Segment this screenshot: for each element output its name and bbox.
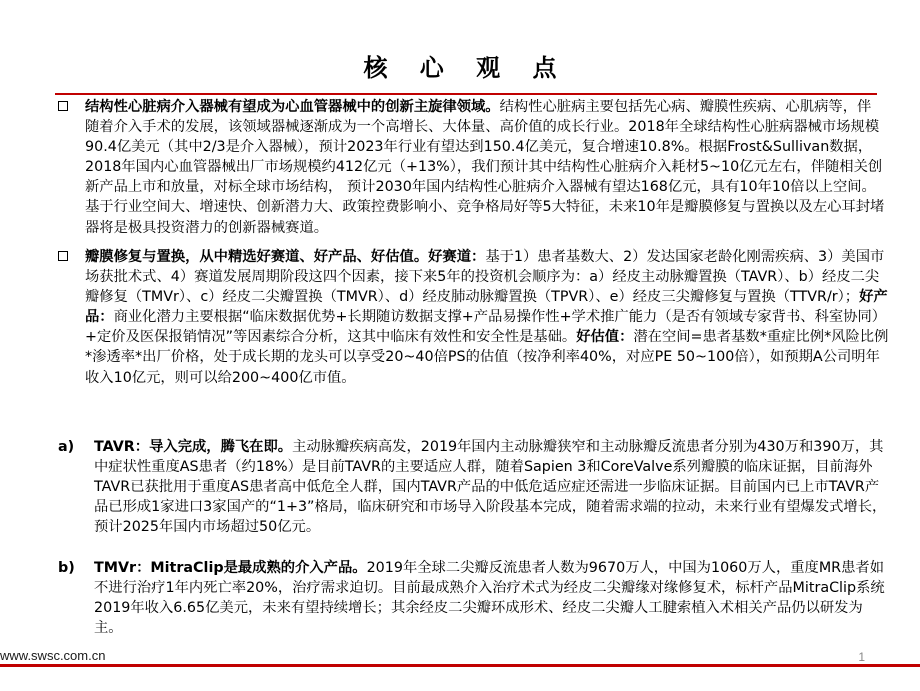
square-bullet-icon — [58, 101, 68, 111]
footer-divider — [0, 664, 920, 667]
paragraph-tavr — [94, 437, 891, 537]
paragraph-body: 商业化潜力主要根据“临床数据优势+长期随访数据支撑+产品易操作性+学术推广能力（是否有领域专家背书、科室协同）+定价及医保报销情况”等因素综合分析，这其中临床有效性和安全性是基础。 — [85, 309, 887, 346]
paragraph-body: 基于1）患者基数大、2）发达国家老龄化刚需疾病、3）美国市场获批术式、4）赛道发展周期阶段这四个因素，接下来5年的投资机会顺序为：a）经皮主动脉瓣置换（TAVR）、b）经皮二尖瓣修复（TMVr）、c）经皮二尖瓣置换（TMVR）、d）经皮肺动脉瓣置换（TPVR）、e）经皮三尖瓣修复与置换（TTVR/r）； — [85, 249, 885, 306]
good-valuation-label: 好估值： — [576, 329, 634, 346]
footer-url[interactable]: www.swsc.com.cn — [0, 648, 106, 663]
paragraph-structural-heart — [85, 97, 885, 238]
paragraph-lead: TMVr：MitraClip是最成熟的介入产品。 — [94, 560, 367, 576]
paragraph-tmvr — [94, 558, 891, 638]
paragraph-lead: 瓣膜修复与置换，从中精选好赛道、好产品、好估值。好赛道： — [85, 249, 486, 265]
paragraph-lead: 结构性心脏病介入器械有望成为心血管器械中的创新主旋律领域。 — [85, 99, 500, 115]
page-title: 核 心 观 点 — [363, 54, 569, 82]
paragraph-valve-repair — [85, 247, 890, 388]
page-number: 1 — [858, 650, 865, 664]
paragraph-body: 主动脉瓣疾病高发，2019年国内主动脉瓣狭窄和主动脉瓣反流患者分别为430万和390万，其中症状性重度AS患者（约18%）是目前TAVR的主要适应人群，随着Sapien 3和CoreValve系列瓣膜的临床证据，目前海外TAVR已获批用于重度AS患者高中低危全人群，国内TAVR产品的中低危适应症还需进一步临床证据。目前国内已上市TAVR产品已形成1家进口3家国产的“1+3”格局，临床研究和市场导入阶段基本完成，随着需求端的拉动，未来行业有望爆发式增长，预计2025年国内市场超过50亿元。 — [94, 439, 887, 536]
paragraph-body: 潜在空间=患者基数*重症比例*风险比例*渗透率*出厂价格，处于成长期的龙头可以享受20~40倍PS的估值（按净利率40%，对应PE 50~100倍），如预期A公司明年收入10亿元，则可以给200~400亿市值。 — [85, 329, 889, 386]
list-marker-b: b) — [58, 560, 75, 576]
square-bullet-icon — [58, 251, 68, 261]
paragraph-lead: TAVR：导入完成，腾飞在即。 — [94, 439, 293, 455]
list-marker-a: a) — [58, 439, 75, 455]
paragraph-body: 结构性心脏病主要包括先心病、瓣膜性疾病、心肌病等，伴随着介入手术的发展，该领域器械逐渐成为一个高增长、大体量、高价值的成长行业。2018年全球结构性心脏病器械市场规模90.4亿美元（其中2/3是介入器械），预计2023年行业有望达到150.4亿美元，复合增速10.8%。根据Frost&Sullivan数据，2018年国内心血管器械出厂市场规模约412亿元（+13%），我们预计其中结构性心脏病介入耗材5~10亿元左右，伴随相关创新产品上市和放量，对标全球市场结构， 预计2030年国内结构性心脏病介入器械有望达168亿元，具有10年10倍以上空间。基于行业空间大、增速快、创新潜力大、政策控费影响小、竞争格局好等5大特征，未来10年是瓣膜修复与置换以及左心耳封堵器将是极具投资潜力的创新器械赛道。 — [85, 99, 885, 236]
paragraph-body: 2019年全球二尖瓣反流患者人数为9670万人，中国为1060万人，重度MR患者如不进行治疗1年内死亡率20%，治疗需求迫切。目前最成熟介入治疗术式为经皮二尖瓣缘对缘修复术，标杆产品MitraClip系统2019年收入6.65亿美元，未来有望持续增长；其余经皮二尖瓣环成形术、经皮二尖瓣人工腱索植入术相关产品仍以研发为主。 — [94, 560, 885, 637]
title-divider — [55, 93, 877, 95]
good-product-label: 好产品： — [85, 289, 888, 326]
